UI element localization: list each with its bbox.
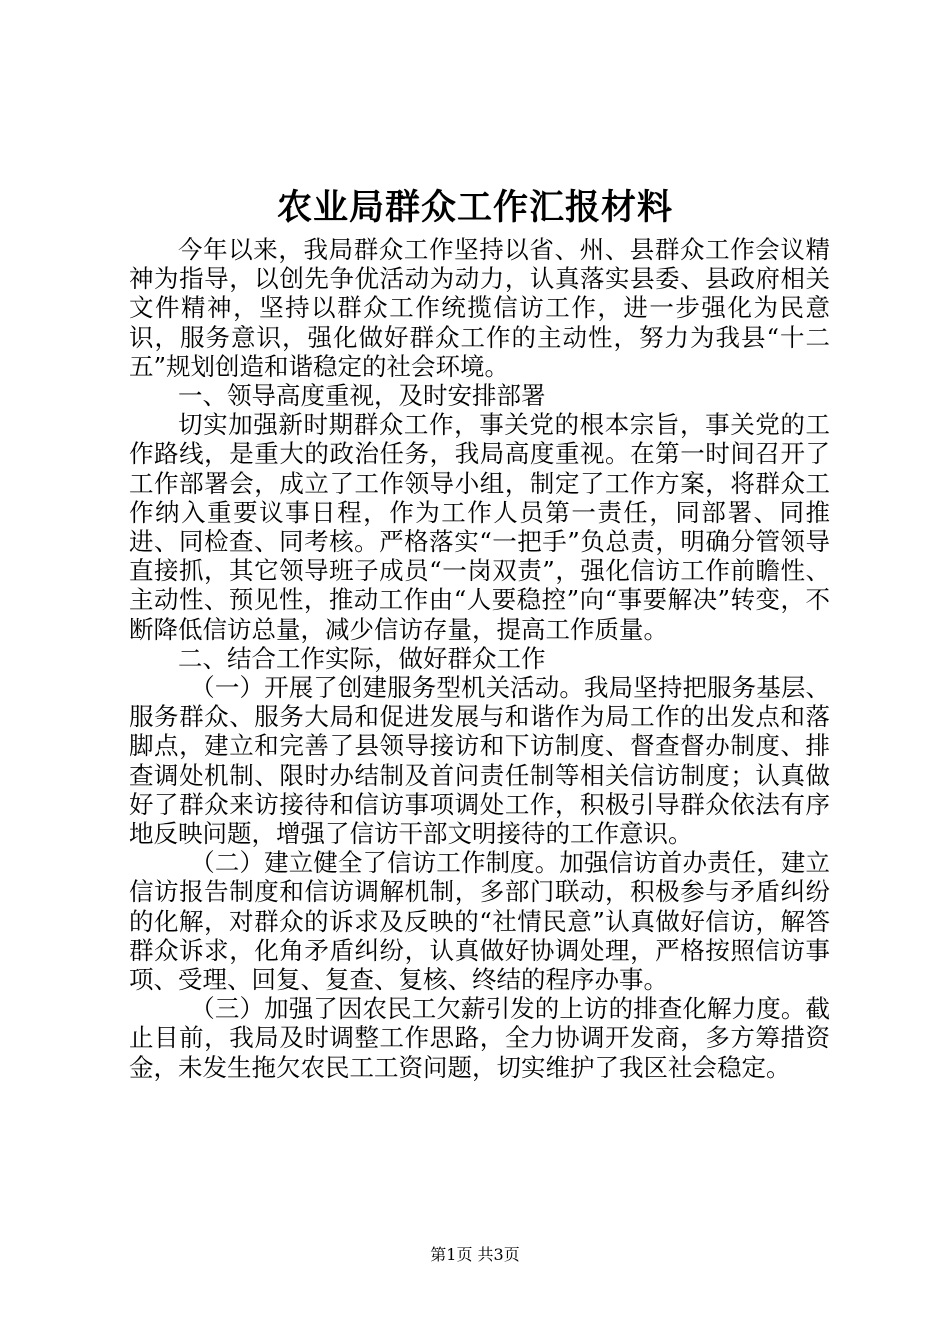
- paragraph-intro: 今年以来，我局群众工作坚持以省、州、县群众工作会议精神为指导，以创先争优活动为动力，认真落实县委、县政府相关文件精神，坚持以群众工作统揽信访工作，进一步强化为民意识，服务意识，强化做好群众工作的主动性，努力为我县“十二五”规划创造和谐稳定的社会环境。: [129, 235, 830, 381]
- paragraph-section-1: 切实加强新时期群众工作，事关党的根本宗旨，事关党的工作路线，是重大的政治任务，我局高度重视。在第一时间召开了工作部署会，成立了工作领导小组，制定了工作方案，将群众工作纳入重要议事日程，作为工作人员第一责任，同部署、同推进、同检查、同考核。严格落实“一把手”负总责，明确分管领导直接抓，其它领导班子成员“一岗双责”，强化信访工作前瞻性、主动性、预见性，推动工作由“人要稳控”向“事要解决”转变，不断降低信访总量，减少信访存量，提高工作质量。: [129, 410, 830, 644]
- section-heading-2: 二、结合工作实际，做好群众工作: [178, 643, 546, 673]
- document-title: 农业局群众工作汇报材料: [276, 187, 673, 228]
- paragraph-subsection-3: （三）加强了因农民工欠薪引发的上访的排查化解力度。截止目前，我局及时调整工作思路，全力协调开发商，多方筹措资金，未发生拖欠农民工工资问题，切实维护了我区社会稳定。: [129, 994, 830, 1082]
- paragraph-subsection-1: （一）开展了创建服务型机关活动。我局坚持把服务基层、服务群众、服务大局和促进发展与和谐作为局工作的出发点和落脚点，建立和完善了县领导接访和下访制度、督查督办制度、排查调处机制、限时办结制及首问责任制等相关信访制度；认真做好了群众来访接待和信访事项调处工作，积极引导群众依法有序地反映问题，增强了信访干部文明接待的工作意识。: [129, 673, 830, 849]
- document-body: [129, 235, 830, 1082]
- page-number-footer: 第1页 共3页: [430, 1245, 520, 1264]
- paragraph-subsection-2: （二）建立健全了信访工作制度。加强信访首办责任，建立信访报告制度和信访调解机制，多部门联动，积极参与矛盾纠纷的化解，对群众的诉求及反映的“社情民意”认真做好信访，解答群众诉求，化角矛盾纠纷，认真做好协调处理，严格按照信访事项、受理、回复、复查、复核、终结的程序办事。: [129, 848, 830, 995]
- section-heading-1: 一、领导高度重视，及时安排部署: [178, 381, 546, 411]
